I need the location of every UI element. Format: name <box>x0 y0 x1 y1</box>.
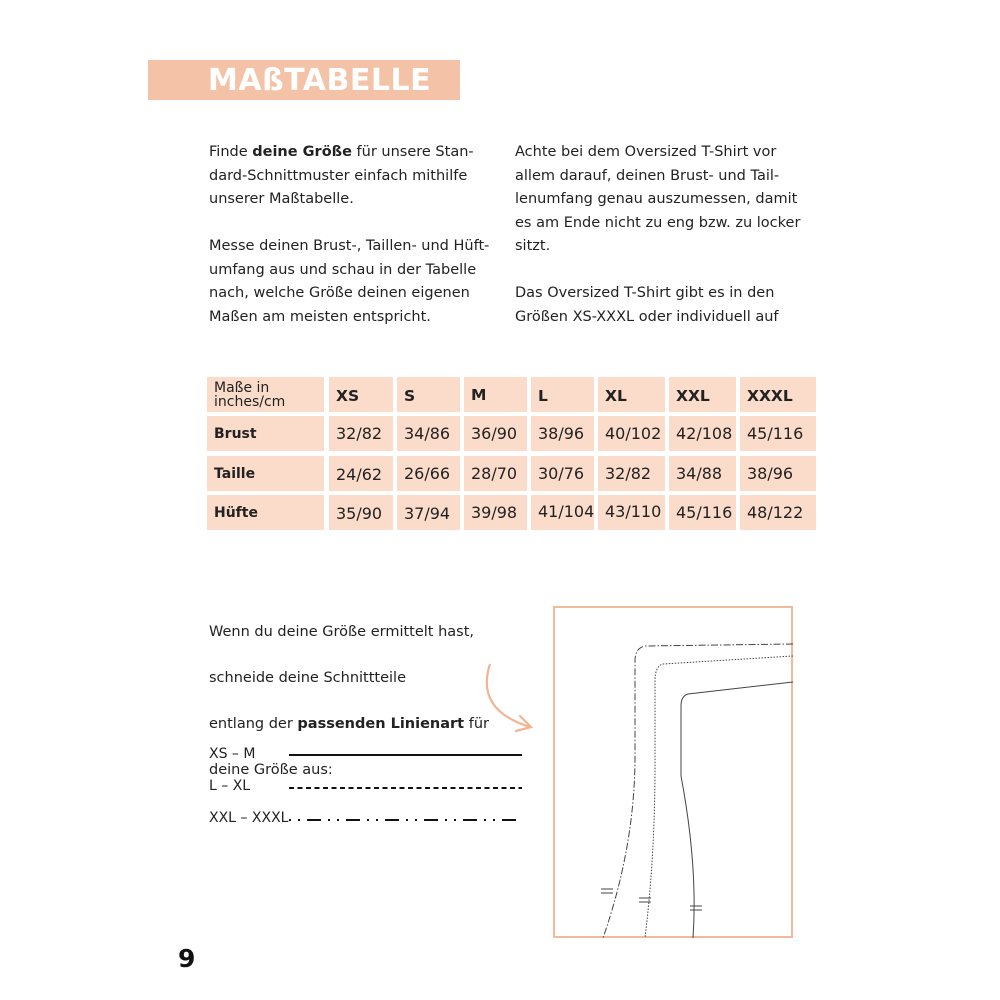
table-cell: 38/96 <box>740 456 816 491</box>
table-cell: 24/62 <box>329 456 393 491</box>
intro-text: für unsere Stan- dard-Schnittmuster einfach mithilfe unserer Maßtabelle. <box>209 144 474 207</box>
page-number: 9 <box>178 944 196 973</box>
size-header: XL <box>598 377 665 412</box>
pattern-line-dotted <box>645 656 793 938</box>
note-emphasis: passenden Linienart <box>297 716 465 732</box>
intro-paragraph-2: Messe deinen Brust-, Taillen- und Hüft- umfang aus und schau in der Tabelle nach, welche Größe deinen eigenen Maßen am meisten entspricht. <box>209 238 490 325</box>
size-header: XS <box>329 377 393 412</box>
table-cell: 38/96 <box>531 416 594 451</box>
pattern-line-dashdot <box>603 644 793 938</box>
table-cell: 37/94 <box>397 495 460 530</box>
table-cell: 36/90 <box>464 416 527 451</box>
row-label-taille: Taille <box>207 456 324 491</box>
legend-label-dashed: L – XL <box>209 778 251 794</box>
table-cell: 32/82 <box>598 456 665 491</box>
size-header: L <box>531 377 594 412</box>
note-line: Wenn du deine Größe ermittelt hast, <box>209 624 475 640</box>
table-cell: 35/90 <box>329 495 393 530</box>
table-cell: 34/86 <box>397 416 460 451</box>
table-cell: 39/98 <box>464 495 527 530</box>
table-cell: 43/110 <box>598 495 665 530</box>
pattern-illustration <box>553 606 793 938</box>
table-cell: 30/76 <box>531 456 594 491</box>
table-cell: 28/70 <box>464 456 527 491</box>
table-cell: 40/102 <box>598 416 665 451</box>
row-label-huefte: Hüfte <box>207 495 324 530</box>
note-line: schneide deine Schnittteile <box>209 670 407 686</box>
note-text: entlang der <box>209 716 298 732</box>
intro-text: Finde <box>209 144 253 160</box>
intro-emphasis: deine Größe <box>252 144 352 160</box>
pattern-line-solid <box>681 682 793 938</box>
legend-label-solid: XS – M <box>209 746 256 762</box>
table-cell: 32/82 <box>329 416 393 451</box>
table-cell: 41/104 <box>531 495 594 530</box>
table-cell: 26/66 <box>397 456 460 491</box>
note-paragraph-2: Das Oversized T-Shirt gibt es in den Größen XS-XXXL oder individuell auf <box>515 285 779 325</box>
table-cell: 34/88 <box>669 456 736 491</box>
note-line: deine Größe aus: <box>209 762 333 778</box>
table-cell: 48/122 <box>740 495 816 530</box>
table-cell: 45/116 <box>669 495 736 530</box>
row-label-brust: Brust <box>207 416 324 451</box>
size-header: XXXL <box>740 377 816 412</box>
size-header: S <box>397 377 460 412</box>
note-text: für <box>464 716 489 732</box>
legend-label-dashdot: XXL – XXXL <box>209 810 289 826</box>
table-cell: 42/108 <box>669 416 736 451</box>
size-header: M <box>464 377 527 412</box>
table-corner-label: Maße in inches/cm <box>207 377 324 412</box>
page-title: MAßTABELLE <box>208 63 432 98</box>
table-cell: 45/116 <box>740 416 816 451</box>
note-paragraph-1: Achte bei dem Oversized T-Shirt vor allem darauf, deinen Brust- und Tail- lenumfang genau auszumessen, damit es am Ende nicht zu eng bzw. zu locker sitzt. <box>515 144 801 254</box>
size-header: XXL <box>669 377 736 412</box>
arrow-icon <box>487 664 530 727</box>
